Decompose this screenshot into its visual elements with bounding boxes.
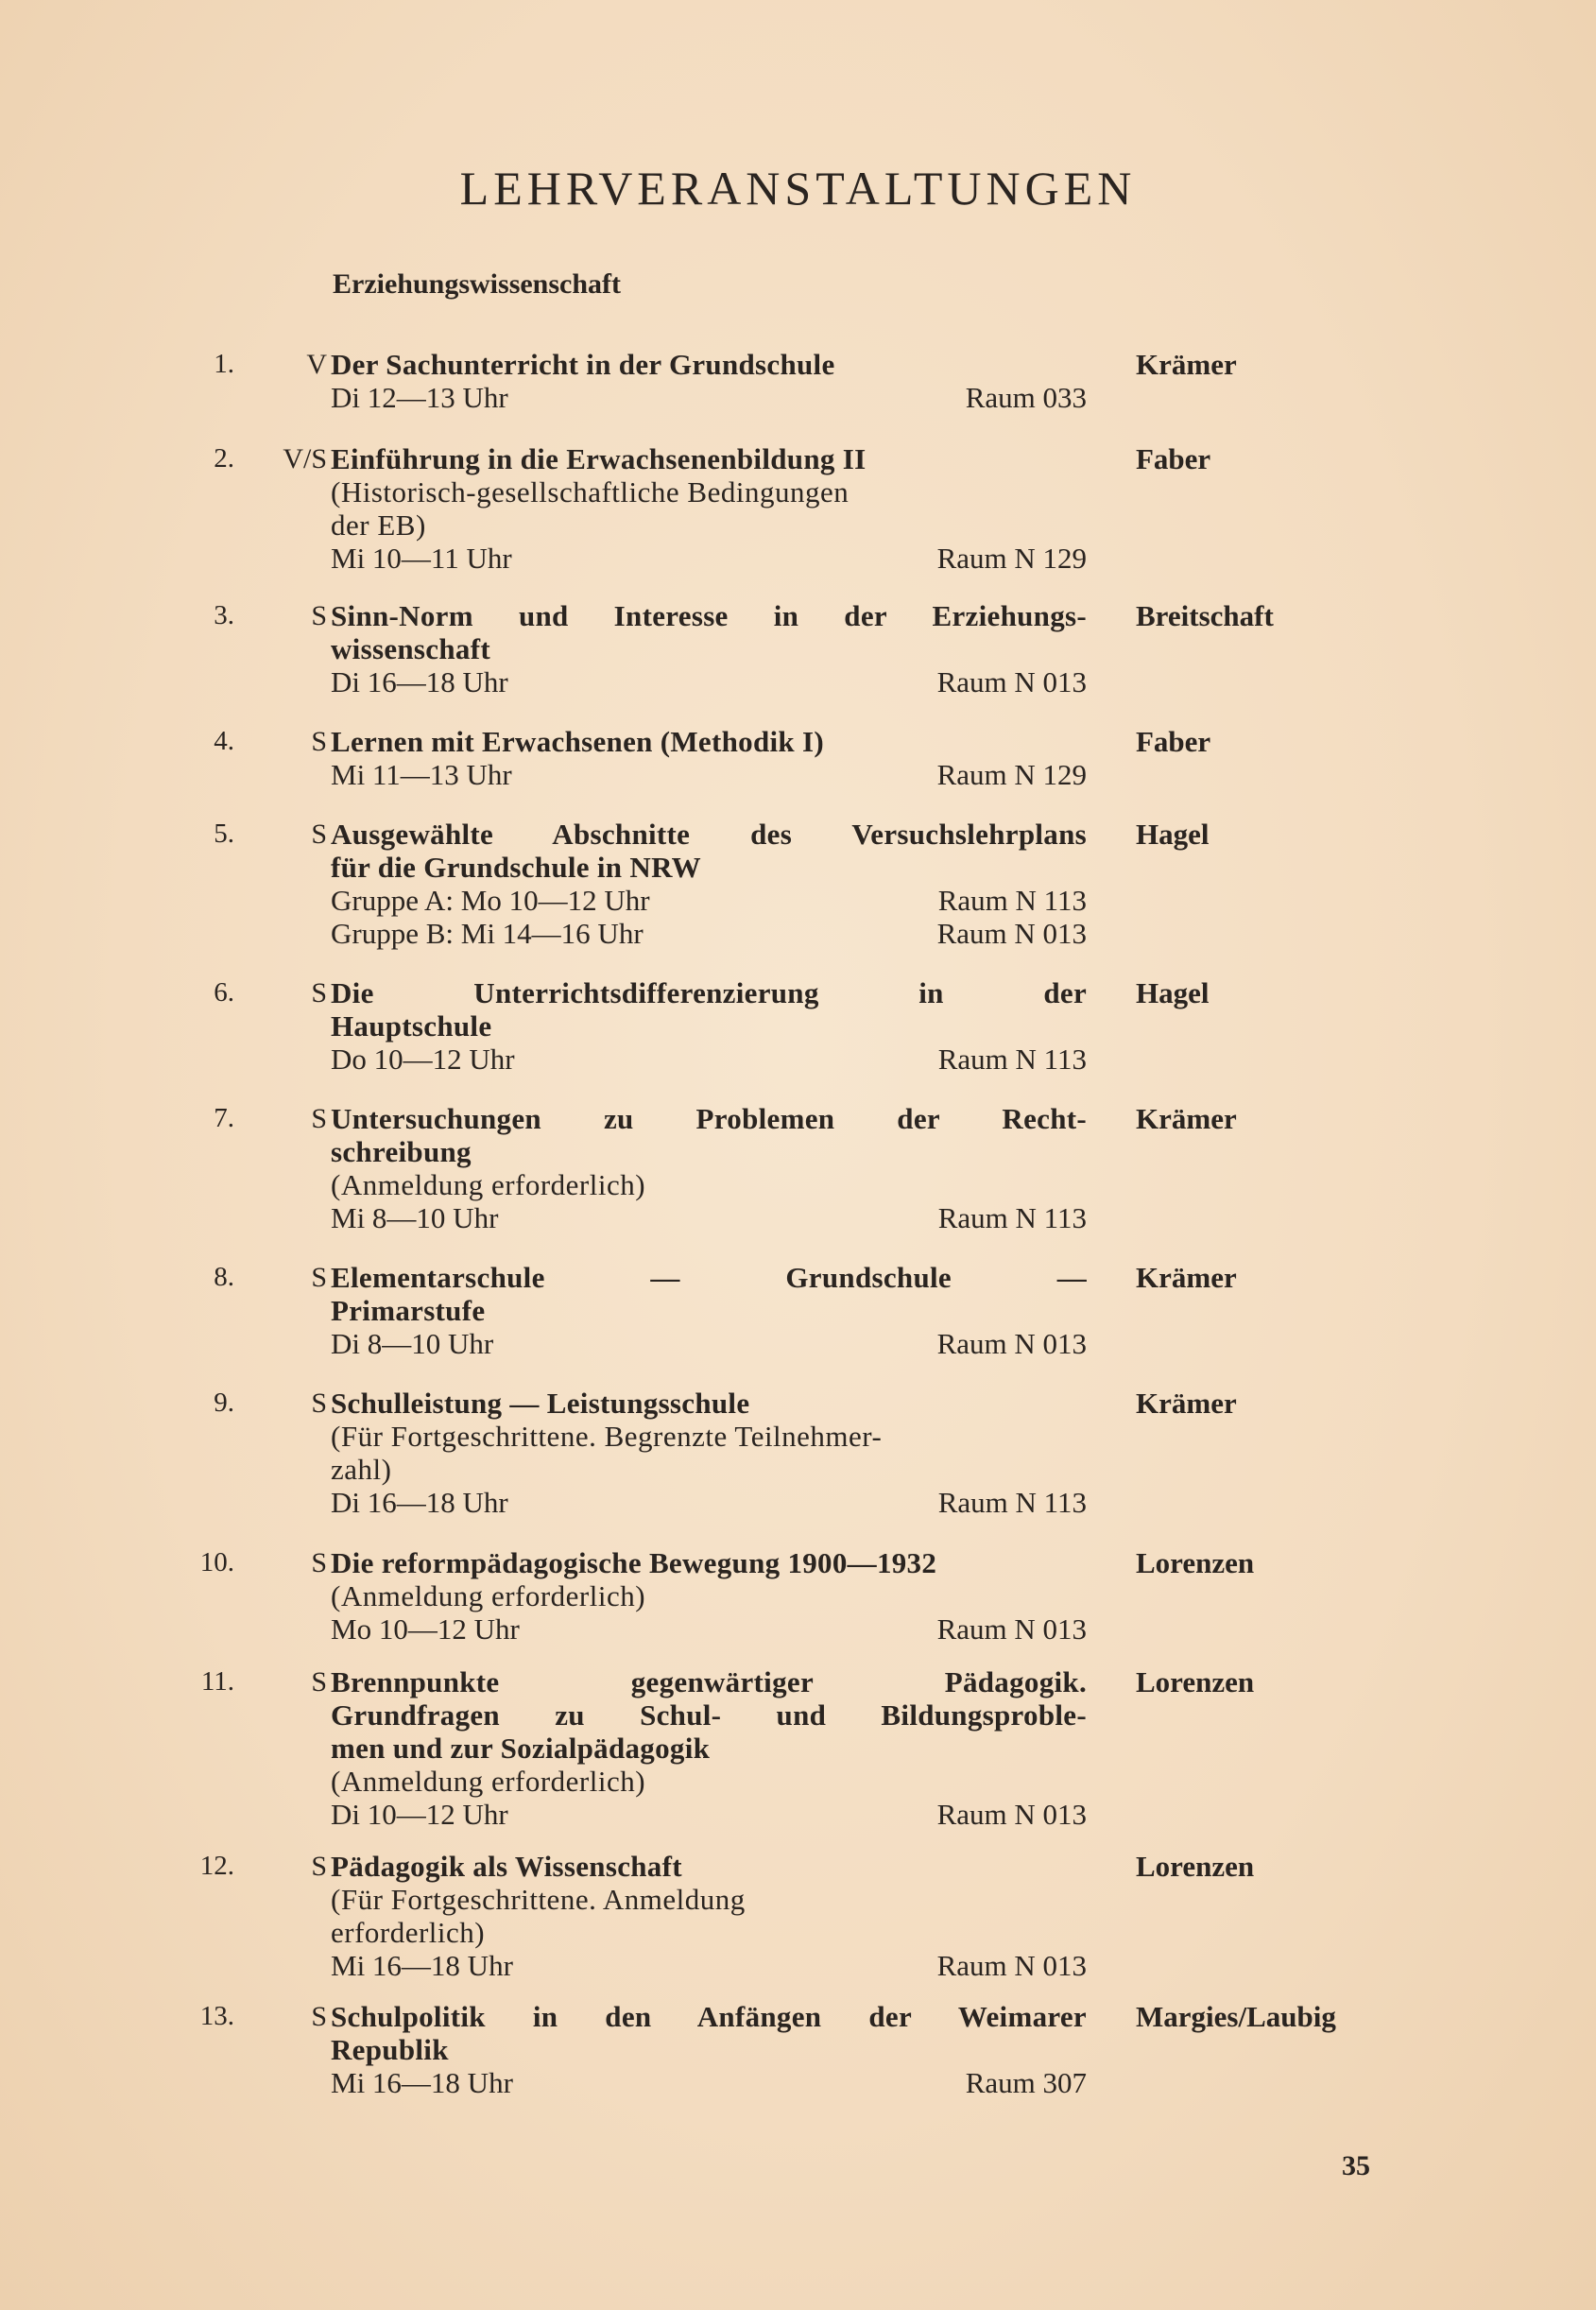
course-title-line: men und zur Sozialpädagogik — [331, 1732, 711, 1765]
course-body — [331, 1546, 1087, 1646]
course-number: 13. — [199, 2001, 234, 2031]
course-title-line: für die Grundschule in NRW — [331, 851, 701, 884]
course-schedule — [331, 1327, 1087, 1360]
course-title-line: Primarstufe — [331, 1294, 486, 1327]
course-time: Mi 8—10 Uhr — [331, 1201, 499, 1234]
course-type: S — [311, 2001, 327, 2032]
course-time: Di 16—18 Uhr — [331, 665, 508, 698]
course-note-line: (Historisch-gesellschaftliche Bedingungen — [331, 475, 849, 509]
course-room: Raum N 113 — [937, 1043, 1087, 1076]
course-title-line: Republik — [331, 2033, 449, 2066]
course-number: 5. — [214, 819, 234, 849]
course-note-line: (Anmeldung erforderlich) — [331, 1765, 646, 1798]
course-schedule — [331, 1201, 1087, 1234]
course-room: Raum N 113 — [937, 884, 1087, 917]
course-note-line: erforderlich) — [331, 1916, 486, 1949]
course-time: Di 8—10 Uhr — [331, 1327, 494, 1360]
course-schedule — [331, 1949, 1087, 1982]
course-room: Raum 033 — [965, 381, 1087, 414]
course-title-line: wissenschaft — [331, 632, 490, 665]
course-body — [331, 1850, 1087, 1982]
course-room: Raum N 013 — [936, 1798, 1087, 1831]
course-title-line: Ausgewählte Abschnitte des Versuchslehrplans — [331, 818, 1087, 851]
course-teacher: Krämer — [1136, 1102, 1237, 1135]
course-time: Gruppe B: Mi 14—16 Uhr — [331, 917, 644, 950]
course-room: Raum N 013 — [936, 917, 1087, 950]
course-schedule — [331, 665, 1087, 698]
course-time: Di 16—18 Uhr — [331, 1486, 508, 1519]
course-title-line: Einführung in die Erwachsenenbildung II — [331, 442, 867, 475]
course-teacher: Krämer — [1136, 348, 1237, 381]
course-teacher: Lorenzen — [1136, 1850, 1255, 1883]
course-type: S — [311, 819, 327, 850]
course-time: Do 10—12 Uhr — [331, 1043, 515, 1076]
course-title-line: schreibung — [331, 1135, 472, 1168]
course-type: S — [311, 1262, 327, 1293]
course-time: Mo 10—12 Uhr — [331, 1612, 520, 1646]
course-room: Raum N 129 — [936, 542, 1087, 575]
course-type: S — [311, 1388, 327, 1419]
course-type: S — [311, 1103, 327, 1134]
course-type: S — [311, 977, 327, 1008]
course-body — [331, 1665, 1087, 1831]
course-type: S — [311, 600, 327, 631]
course-room: Raum N 113 — [937, 1201, 1087, 1234]
course-teacher: Faber — [1136, 725, 1211, 758]
course-room: Raum N 013 — [936, 1949, 1087, 1982]
course-body — [331, 2000, 1087, 2099]
course-teacher: Margies/Laubig — [1136, 2000, 1336, 2033]
course-type: S — [311, 1666, 327, 1698]
course-schedule — [331, 1043, 1087, 1076]
course-time: Mi 16—18 Uhr — [331, 1949, 513, 1982]
course-time: Gruppe A: Mo 10—12 Uhr — [331, 884, 650, 917]
course-room: Raum N 013 — [936, 665, 1087, 698]
course-time: Di 10—12 Uhr — [331, 1798, 508, 1831]
course-schedule — [331, 1486, 1087, 1519]
course-teacher: Lorenzen — [1136, 1546, 1255, 1579]
course-title-line: Schulleistung — Leistungsschule — [331, 1387, 750, 1420]
course-body — [331, 599, 1087, 698]
course-teacher: Faber — [1136, 442, 1211, 475]
section-heading: Erziehungswissenschaft — [333, 268, 622, 300]
course-time: Mi 10—11 Uhr — [331, 542, 512, 575]
course-type: S — [311, 1547, 327, 1578]
course-body — [331, 348, 1087, 414]
course-schedule — [331, 884, 1087, 917]
course-title-line: Brennpunkte gegenwärtiger Pädagogik. — [331, 1665, 1087, 1698]
course-note-line: (Anmeldung erforderlich) — [331, 1168, 646, 1201]
course-body — [331, 1387, 1087, 1519]
course-number: 6. — [214, 977, 234, 1008]
course-room: Raum N 113 — [937, 1486, 1087, 1519]
course-note-line: (Für Fortgeschrittene. Anmeldung — [331, 1883, 746, 1916]
course-time: Mi 11—13 Uhr — [331, 758, 512, 791]
course-time: Di 12—13 Uhr — [331, 381, 508, 414]
course-teacher: Krämer — [1136, 1387, 1237, 1420]
course-schedule — [331, 2066, 1087, 2099]
page-title: LEHRVERANSTALTUNGEN — [459, 162, 1137, 215]
course-title-line: Hauptschule — [331, 1009, 492, 1043]
course-teacher: Hagel — [1136, 818, 1210, 851]
course-number: 8. — [214, 1262, 234, 1292]
course-schedule — [331, 1612, 1087, 1646]
course-number: 4. — [214, 726, 234, 756]
course-body — [331, 976, 1087, 1076]
course-schedule — [331, 381, 1087, 414]
course-number: 11. — [200, 1666, 234, 1697]
course-type: V — [306, 349, 327, 380]
course-teacher: Lorenzen — [1136, 1665, 1255, 1698]
course-title-line: Elementarschule — Grundschule — — [331, 1261, 1087, 1294]
course-note-line: der EB) — [331, 509, 426, 542]
course-title-line: Der Sachunterricht in der Grundschule — [331, 348, 835, 381]
course-body — [331, 1261, 1087, 1360]
course-number: 7. — [214, 1103, 234, 1133]
page-number: 35 — [1342, 2150, 1370, 2181]
course-note-line: (Anmeldung erforderlich) — [331, 1579, 646, 1612]
course-schedule — [331, 917, 1087, 950]
course-type: S — [311, 1851, 327, 1882]
course-title-line: Die Unterrichtsdifferenzierung in der — [331, 976, 1087, 1009]
course-title-line: Grundfragen zu Schul- und Bildungsproble- — [331, 1698, 1087, 1732]
course-body — [331, 725, 1087, 791]
course-title-line: Die reformpädagogische Bewegung 1900—1932 — [331, 1546, 937, 1579]
course-schedule — [331, 758, 1087, 791]
course-teacher: Breitschaft — [1136, 599, 1274, 632]
course-title-line: Schulpolitik in den Anfängen der Weimarer — [331, 2000, 1087, 2033]
course-room: Raum N 013 — [936, 1327, 1087, 1360]
course-body — [331, 1102, 1087, 1234]
course-time: Mi 16—18 Uhr — [331, 2066, 513, 2099]
course-number: 1. — [214, 349, 234, 379]
course-note-line: (Für Fortgeschrittene. Begrenzte Teilnehmer- — [331, 1420, 883, 1453]
course-schedule — [331, 1798, 1087, 1831]
course-body — [331, 818, 1087, 950]
course-type: S — [311, 726, 327, 757]
course-number: 12. — [199, 1851, 234, 1881]
course-teacher: Krämer — [1136, 1261, 1237, 1294]
course-teacher: Hagel — [1136, 976, 1210, 1009]
course-type: V/S — [283, 443, 327, 474]
course-body — [331, 442, 1087, 575]
course-schedule — [331, 542, 1087, 575]
course-room: Raum N 129 — [936, 758, 1087, 791]
course-room: Raum N 013 — [936, 1612, 1087, 1646]
course-room: Raum 307 — [965, 2066, 1087, 2099]
course-number: 3. — [214, 600, 234, 630]
course-note-line: zahl) — [331, 1453, 392, 1486]
course-title-line: Pädagogik als Wissenschaft — [331, 1850, 682, 1883]
course-title-line: Lernen mit Erwachsenen (Methodik I) — [331, 725, 824, 758]
course-title-line: Untersuchungen zu Problemen der Recht- — [331, 1102, 1087, 1135]
course-title-line: Sinn-Norm und Interesse in der Erziehungs- — [331, 599, 1087, 632]
course-number: 10. — [199, 1547, 234, 1577]
course-number: 9. — [214, 1388, 234, 1418]
course-number: 2. — [214, 443, 234, 474]
